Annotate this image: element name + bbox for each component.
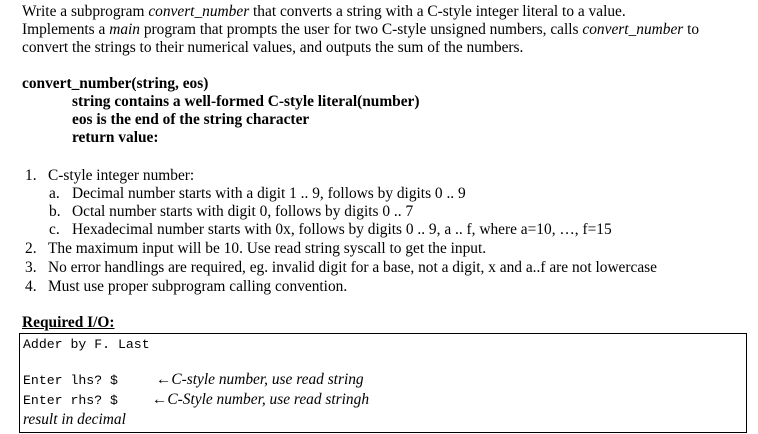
intro-line-2-pre: Implements a (22, 21, 110, 38)
io-prompt-rhs: Enter rhs? $ (23, 393, 118, 408)
signature-return-value: return value: (72, 129, 159, 146)
sublist-item-c-text: Hexadecimal number starts with 0x, follows by digits 0 .. 9, a .. f, where a=10, …, f=15 (72, 221, 612, 238)
list-item-1-text: C-style integer number: (48, 167, 195, 184)
signature-param-string: string contains a well-formed C-style literal(number) (72, 93, 420, 110)
sublist-item-a-number: a. (49, 185, 60, 202)
intro-line-2-post: to (683, 21, 700, 38)
list-item-2-number: 2. (25, 240, 37, 257)
list-item-4-text: Must use proper subprogram calling convention. (48, 278, 348, 295)
io-header-line: Adder by F. Last (23, 337, 150, 352)
required-io-heading: Required I/O: (22, 314, 115, 331)
signature-param-eos: eos is the end of the string character (72, 111, 310, 128)
intro-line-1-pre: Write a subprogram (22, 3, 149, 20)
signature-title: convert_number(string, eos) (22, 75, 209, 92)
io-prompt-lhs: Enter lhs? $ (23, 373, 118, 388)
intro-line-2 (22, 21, 699, 39)
io-result-line: result in decimal (23, 411, 126, 428)
list-item-4-number: 4. (25, 278, 37, 295)
list-item-3-number: 3. (25, 259, 37, 276)
intro-line-2-mid: program that prompts the user for two C-style unsigned numbers, calls (140, 21, 583, 38)
sublist-item-a-text: Decimal number starts with a digit 1 .. 9, follows by digits 0 .. 9 (72, 185, 466, 202)
sublist-item-c-number: c. (49, 221, 60, 238)
list-item-3-text: No error handlings are required, eg. invalid digit for a base, not a digit, x and a..f are not lowercase (48, 259, 657, 276)
intro-function-name: convert_number (148, 3, 250, 20)
io-note-rhs: ←C-Style number, use read stringh (152, 391, 370, 408)
intro-line-1 (22, 3, 626, 21)
list-item-2-text: The maximum input will be 10. Use read string syscall to get the input. (48, 240, 487, 257)
sublist-item-b-text: Octal number starts with digit 0, follows by digits 0 .. 7 (72, 203, 414, 220)
sublist-item-b-number: b. (49, 203, 61, 220)
intro-line-3: convert the strings to their numerical values, and outputs the sum of the numbers. (22, 39, 524, 56)
io-note-lhs: ←C-style number, use read string (156, 371, 364, 388)
intro-line-1-post: that converts a string with a C-style integer literal to a value. (249, 3, 626, 20)
list-item-1-number: 1. (25, 167, 37, 184)
intro-function-name-2: convert_number (582, 21, 684, 38)
intro-main-name: main (109, 21, 140, 38)
